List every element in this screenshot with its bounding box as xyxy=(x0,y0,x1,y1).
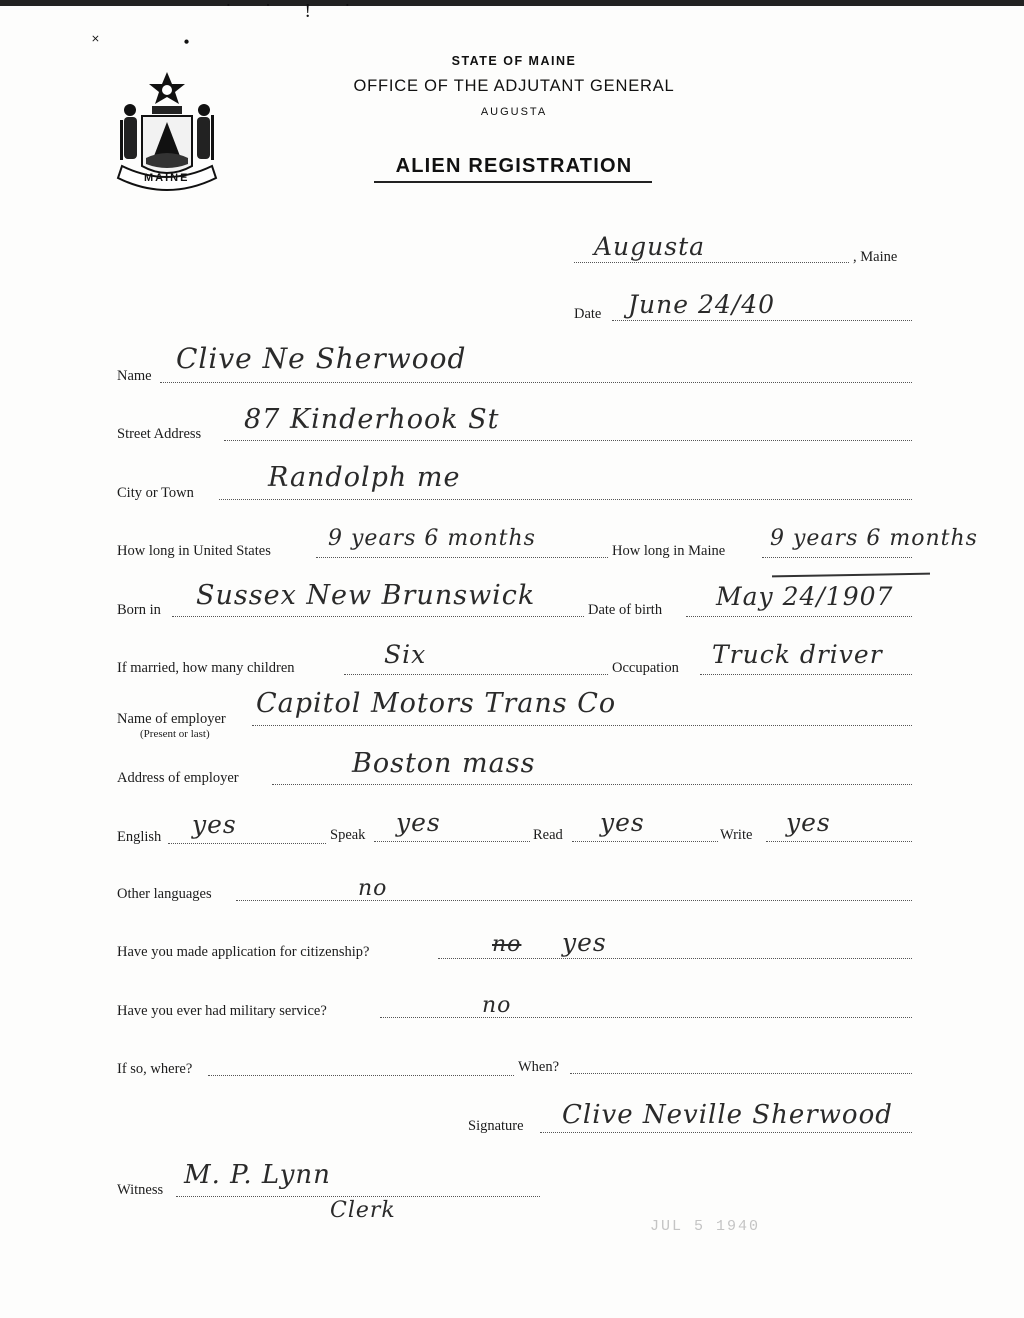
city-label: City or Town xyxy=(117,485,194,501)
born-in-value: Sussex New Brunswick xyxy=(196,580,536,611)
english-label: English xyxy=(117,829,162,845)
write-line xyxy=(766,841,912,842)
born-in-line xyxy=(172,616,584,617)
header-state: STATE OF MAINE xyxy=(451,54,577,68)
date-label: Date xyxy=(574,306,602,322)
employer-label: Name of employer xyxy=(117,711,226,727)
street-value: 87 Kinderhook St xyxy=(244,404,500,435)
name-label: Name xyxy=(117,368,152,384)
employer-address-value: Boston mass xyxy=(352,748,536,779)
date-line xyxy=(612,320,912,321)
employer-address-label: Address of employer xyxy=(117,770,239,786)
born-in-label: Born in xyxy=(117,602,161,618)
speak-line xyxy=(374,841,530,842)
witness-line xyxy=(176,1196,540,1197)
where-label: If so, where? xyxy=(117,1061,193,1077)
citizenship-label: Have you made application for citizenship? xyxy=(117,944,370,960)
name-value: Clive Ne Sherwood xyxy=(176,342,467,375)
place-value: Augusta xyxy=(594,232,706,261)
witness-label: Witness xyxy=(117,1182,164,1198)
seal-ribbon-text: MAINE xyxy=(144,172,190,184)
english-line xyxy=(168,843,326,844)
signature-label: Signature xyxy=(468,1118,524,1134)
date-value: June 24/40 xyxy=(628,290,776,319)
witness-value: M. P. Lynn xyxy=(184,1160,331,1190)
read-value: yes xyxy=(600,808,645,837)
place-line xyxy=(574,262,849,263)
street-label: Street Address xyxy=(117,426,202,442)
employer-address-line xyxy=(272,784,912,785)
occupation-value: Truck driver xyxy=(712,640,883,669)
when-label: When? xyxy=(518,1059,560,1075)
when-line xyxy=(570,1073,912,1074)
scan-top-edge xyxy=(0,0,1024,6)
dob-line xyxy=(686,616,912,617)
witness-title: Clerk xyxy=(330,1198,396,1223)
place-suffix: , Maine xyxy=(853,249,898,265)
english-value: yes xyxy=(192,810,237,839)
other-languages-line xyxy=(236,900,912,901)
how-long-maine-line xyxy=(762,557,912,558)
how-long-us-line xyxy=(316,557,608,558)
occupation-label: Occupation xyxy=(612,660,679,676)
city-line xyxy=(219,499,912,500)
write-value: yes xyxy=(786,808,831,837)
dob-value: May 24/1907 xyxy=(716,582,894,611)
children-value: Six xyxy=(384,640,427,669)
military-label: Have you ever had military service? xyxy=(117,1003,327,1019)
dob-label: Date of birth xyxy=(588,602,663,618)
header-city: AUGUSTA xyxy=(480,106,548,118)
how-long-maine-label: How long in Maine xyxy=(612,543,726,559)
occupation-line xyxy=(700,674,912,675)
employer-line xyxy=(252,725,912,726)
military-line xyxy=(380,1017,912,1018)
pen-underline xyxy=(772,573,930,578)
employer-sublabel: (Present or last) xyxy=(140,728,210,740)
received-stamp: JUL 5 1940 xyxy=(650,1218,761,1235)
how-long-us-label: How long in United States xyxy=(117,543,271,559)
header-office: OFFICE OF THE ADJUTANT GENERAL xyxy=(353,77,675,95)
signature-value: Clive Neville Sherwood xyxy=(562,1100,893,1130)
signature-line xyxy=(540,1132,912,1133)
name-line xyxy=(160,382,912,383)
read-label: Read xyxy=(533,827,563,843)
citizenship-line xyxy=(438,958,912,959)
street-line xyxy=(224,440,912,441)
city-value: Randolph me xyxy=(268,462,461,493)
children-line xyxy=(344,674,608,675)
children-label: If married, how many children xyxy=(117,660,295,676)
employer-value: Capitol Motors Trans Co xyxy=(256,688,617,719)
speak-label: Speak xyxy=(330,827,366,843)
write-label: Write xyxy=(720,827,753,843)
speak-value: yes xyxy=(396,808,441,837)
title-underline xyxy=(374,181,652,183)
other-languages-label: Other languages xyxy=(117,886,212,902)
citizenship-struck-value: no xyxy=(492,932,522,957)
scan-specks-left: ˟ • xyxy=(92,32,230,52)
where-line xyxy=(208,1075,514,1076)
how-long-us-value: 9 years 6 months xyxy=(328,526,536,551)
military-value: no xyxy=(482,993,512,1018)
other-languages-value: no xyxy=(358,876,388,901)
scan-specks-top: ˙ ˙ ! ˙ xyxy=(225,0,365,22)
form-title: ALIEN REGISTRATION xyxy=(395,155,633,177)
read-line xyxy=(572,841,718,842)
citizenship-value: yes xyxy=(562,928,607,957)
how-long-maine-value: 9 years 6 months xyxy=(770,526,978,551)
